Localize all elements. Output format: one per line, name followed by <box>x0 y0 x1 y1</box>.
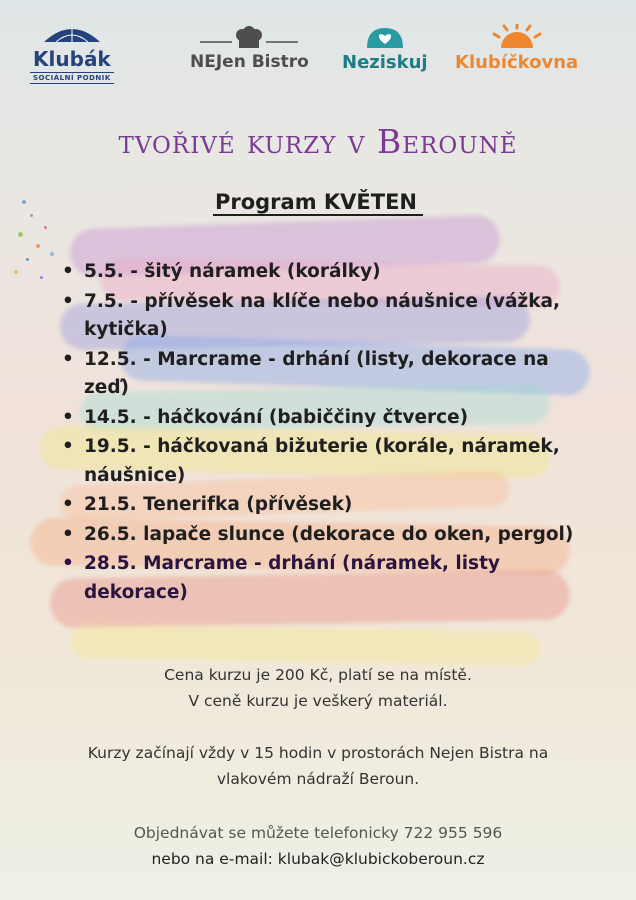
klubak-tagline: SOCIÁLNÍ PODNIK <box>30 72 114 84</box>
program-item: • 7.5. - přívěsek na klíče nebo náušnice (vážka, kytička) <box>62 288 582 345</box>
umbrella-icon <box>40 22 104 48</box>
program-item: • 21.5. Tenerifka (přívěsek) <box>62 491 582 520</box>
sun-icon <box>487 24 547 52</box>
program-item: • 28.5. Marcrame - drhání (náramek, listy dekorace) <box>62 550 582 607</box>
program-heading <box>0 190 636 214</box>
price-line: Cena kurzu je 200 Kč, platí se na místě. <box>164 666 472 684</box>
program-item: • 5.5. - šitý náramek (korálky) <box>62 258 582 287</box>
email-line: nebo na e-mail: klubak@klubickoberoun.cz <box>151 850 485 868</box>
neziskuj-logo <box>342 24 428 73</box>
klubickovna-logo <box>455 24 578 73</box>
program-item: • 26.5. lapače slunce (dekorace do oken, pergol) <box>62 521 582 550</box>
leaf-heart-icon <box>363 24 407 52</box>
neziskuj-name: Neziskuj <box>342 52 428 73</box>
bistro-logo <box>190 26 309 72</box>
chef-hat-icon <box>194 26 304 52</box>
klubickovna-name: Klubíčkovna <box>455 52 579 73</box>
contact-info <box>0 820 636 872</box>
location-line: vlakovém nádraží Beroun. <box>216 770 420 788</box>
program-heading-text: Program KVĚTEN <box>213 190 423 216</box>
logo-bar <box>0 22 636 92</box>
program-list <box>62 258 582 608</box>
klubak-name: Klubák <box>33 47 111 71</box>
klubak-logo <box>30 22 114 84</box>
program-item: • 14.5. - háčkování (babiččiny čtverce) <box>62 404 582 433</box>
schedule-info <box>0 740 636 792</box>
phone-line: Objednávat se můžete telefonicky 722 955 596 <box>133 824 503 842</box>
bistro-name: NEJen Bistro <box>190 52 309 72</box>
price-info <box>0 662 636 714</box>
program-item: • 12.5. - Marcrame - drhání (listy, dekorace na zeď) <box>62 346 582 403</box>
program-item: • 19.5. - háčkovaná bižuterie (korále, náramek, náušnice) <box>62 433 582 490</box>
page-title: tvořivé kurzy v Berouně <box>118 122 518 161</box>
material-line: V ceně kurzu je veškerý materiál. <box>188 692 448 710</box>
schedule-line: Kurzy začínají vždy v 15 hodin v prostorách Nejen Bistra na <box>87 744 549 762</box>
